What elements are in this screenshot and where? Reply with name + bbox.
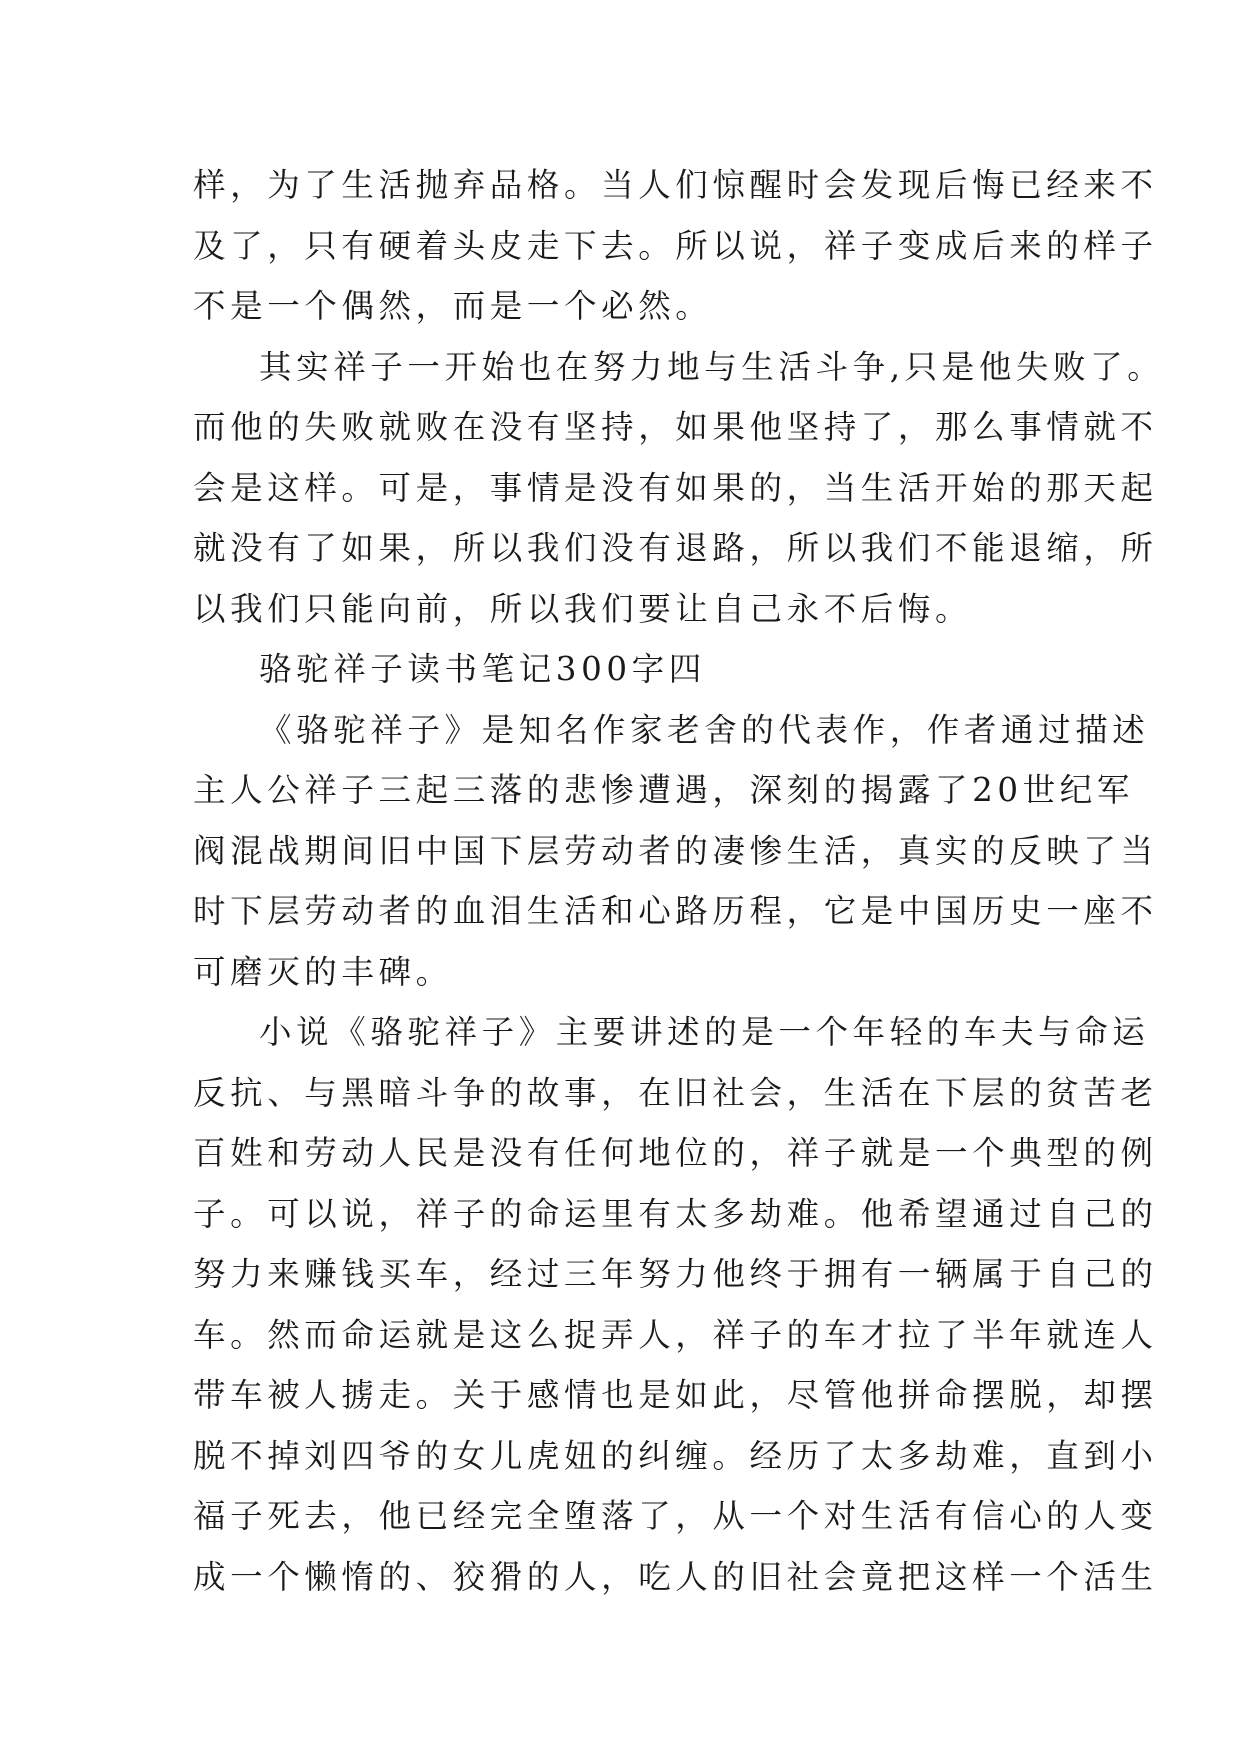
paragraph-start-line: 小说《骆驼祥子》主要讲述的是一个年轻的车夫与命运 [259,1013,1150,1051]
text-line: 脱不掉刘四爷的女儿虎妞的纠缠。经历了太多劫难，直到小 [193,1436,1158,1475]
text-line: 努力来赚钱买车，经过三年努力他终于拥有一辆属于自己的 [193,1255,1158,1293]
text-line: 车。然而命运就是这么捉弄人，祥子的车才拉了半年就连人 [193,1315,1158,1354]
text-line: 子。可以说，祥子的命运里有太多劫难。他希望通过自己的 [193,1194,1158,1233]
text-line: 以我们只能向前，所以我们要让自己永不后悔。 [193,589,973,628]
text-line: 可磨灭的丰碑。 [193,952,453,991]
paragraph-start-line: 《骆驼祥子》是知名作家老舍的代表作，作者通过描述 [259,710,1150,749]
text-line: 阀混战期间旧中国下层劳动者的凄惨生活，真实的反映了当 [193,831,1158,870]
text-line: 及了，只有硬着头皮走下去。所以说，祥子变成后来的样子 [193,226,1158,265]
text-line: 而他的失败就败在没有坚持，如果他坚持了，那么事情就不 [193,408,1158,446]
paragraph-start-line: 其实祥子一开始也在努力地与生活斗争,只是他失败了。 [259,347,1165,386]
text-line: 主人公祥子三起三落的悲惨遭遇，深刻的揭露了20世纪军 [193,771,1134,809]
text-line: 成一个懒惰的、狡猾的人，吃人的旧社会竟把这样一个活生 [193,1557,1158,1596]
text-line: 百姓和劳动人民是没有任何地位的，祥子就是一个典型的例 [193,1134,1158,1172]
text-line: 就没有了如果，所以我们没有退路，所以我们不能退缩，所 [193,529,1158,567]
text-line: 带车被人掳走。关于感情也是如此，尽管他拼命摆脱，却摆 [193,1376,1158,1414]
section-heading: 骆驼祥子读书笔记300字四 [259,650,706,688]
text-line: 反抗、与黑暗斗争的故事，在旧社会，生活在下层的贫苦老 [193,1073,1158,1112]
text-line: 不是一个偶然，而是一个必然。 [193,287,713,325]
text-line: 样，为了生活抛弃品格。当人们惊醒时会发现后悔已经来不 [193,166,1158,204]
text-line: 福子死去，他已经完全堕落了，从一个对生活有信心的人变 [193,1497,1158,1535]
body-text [193,155,1165,1607]
text-line: 时下层劳动者的血泪生活和心路历程，它是中国历史一座不 [193,892,1158,930]
text-line: 会是这样。可是，事情是没有如果的，当生活开始的那天起 [193,468,1158,507]
